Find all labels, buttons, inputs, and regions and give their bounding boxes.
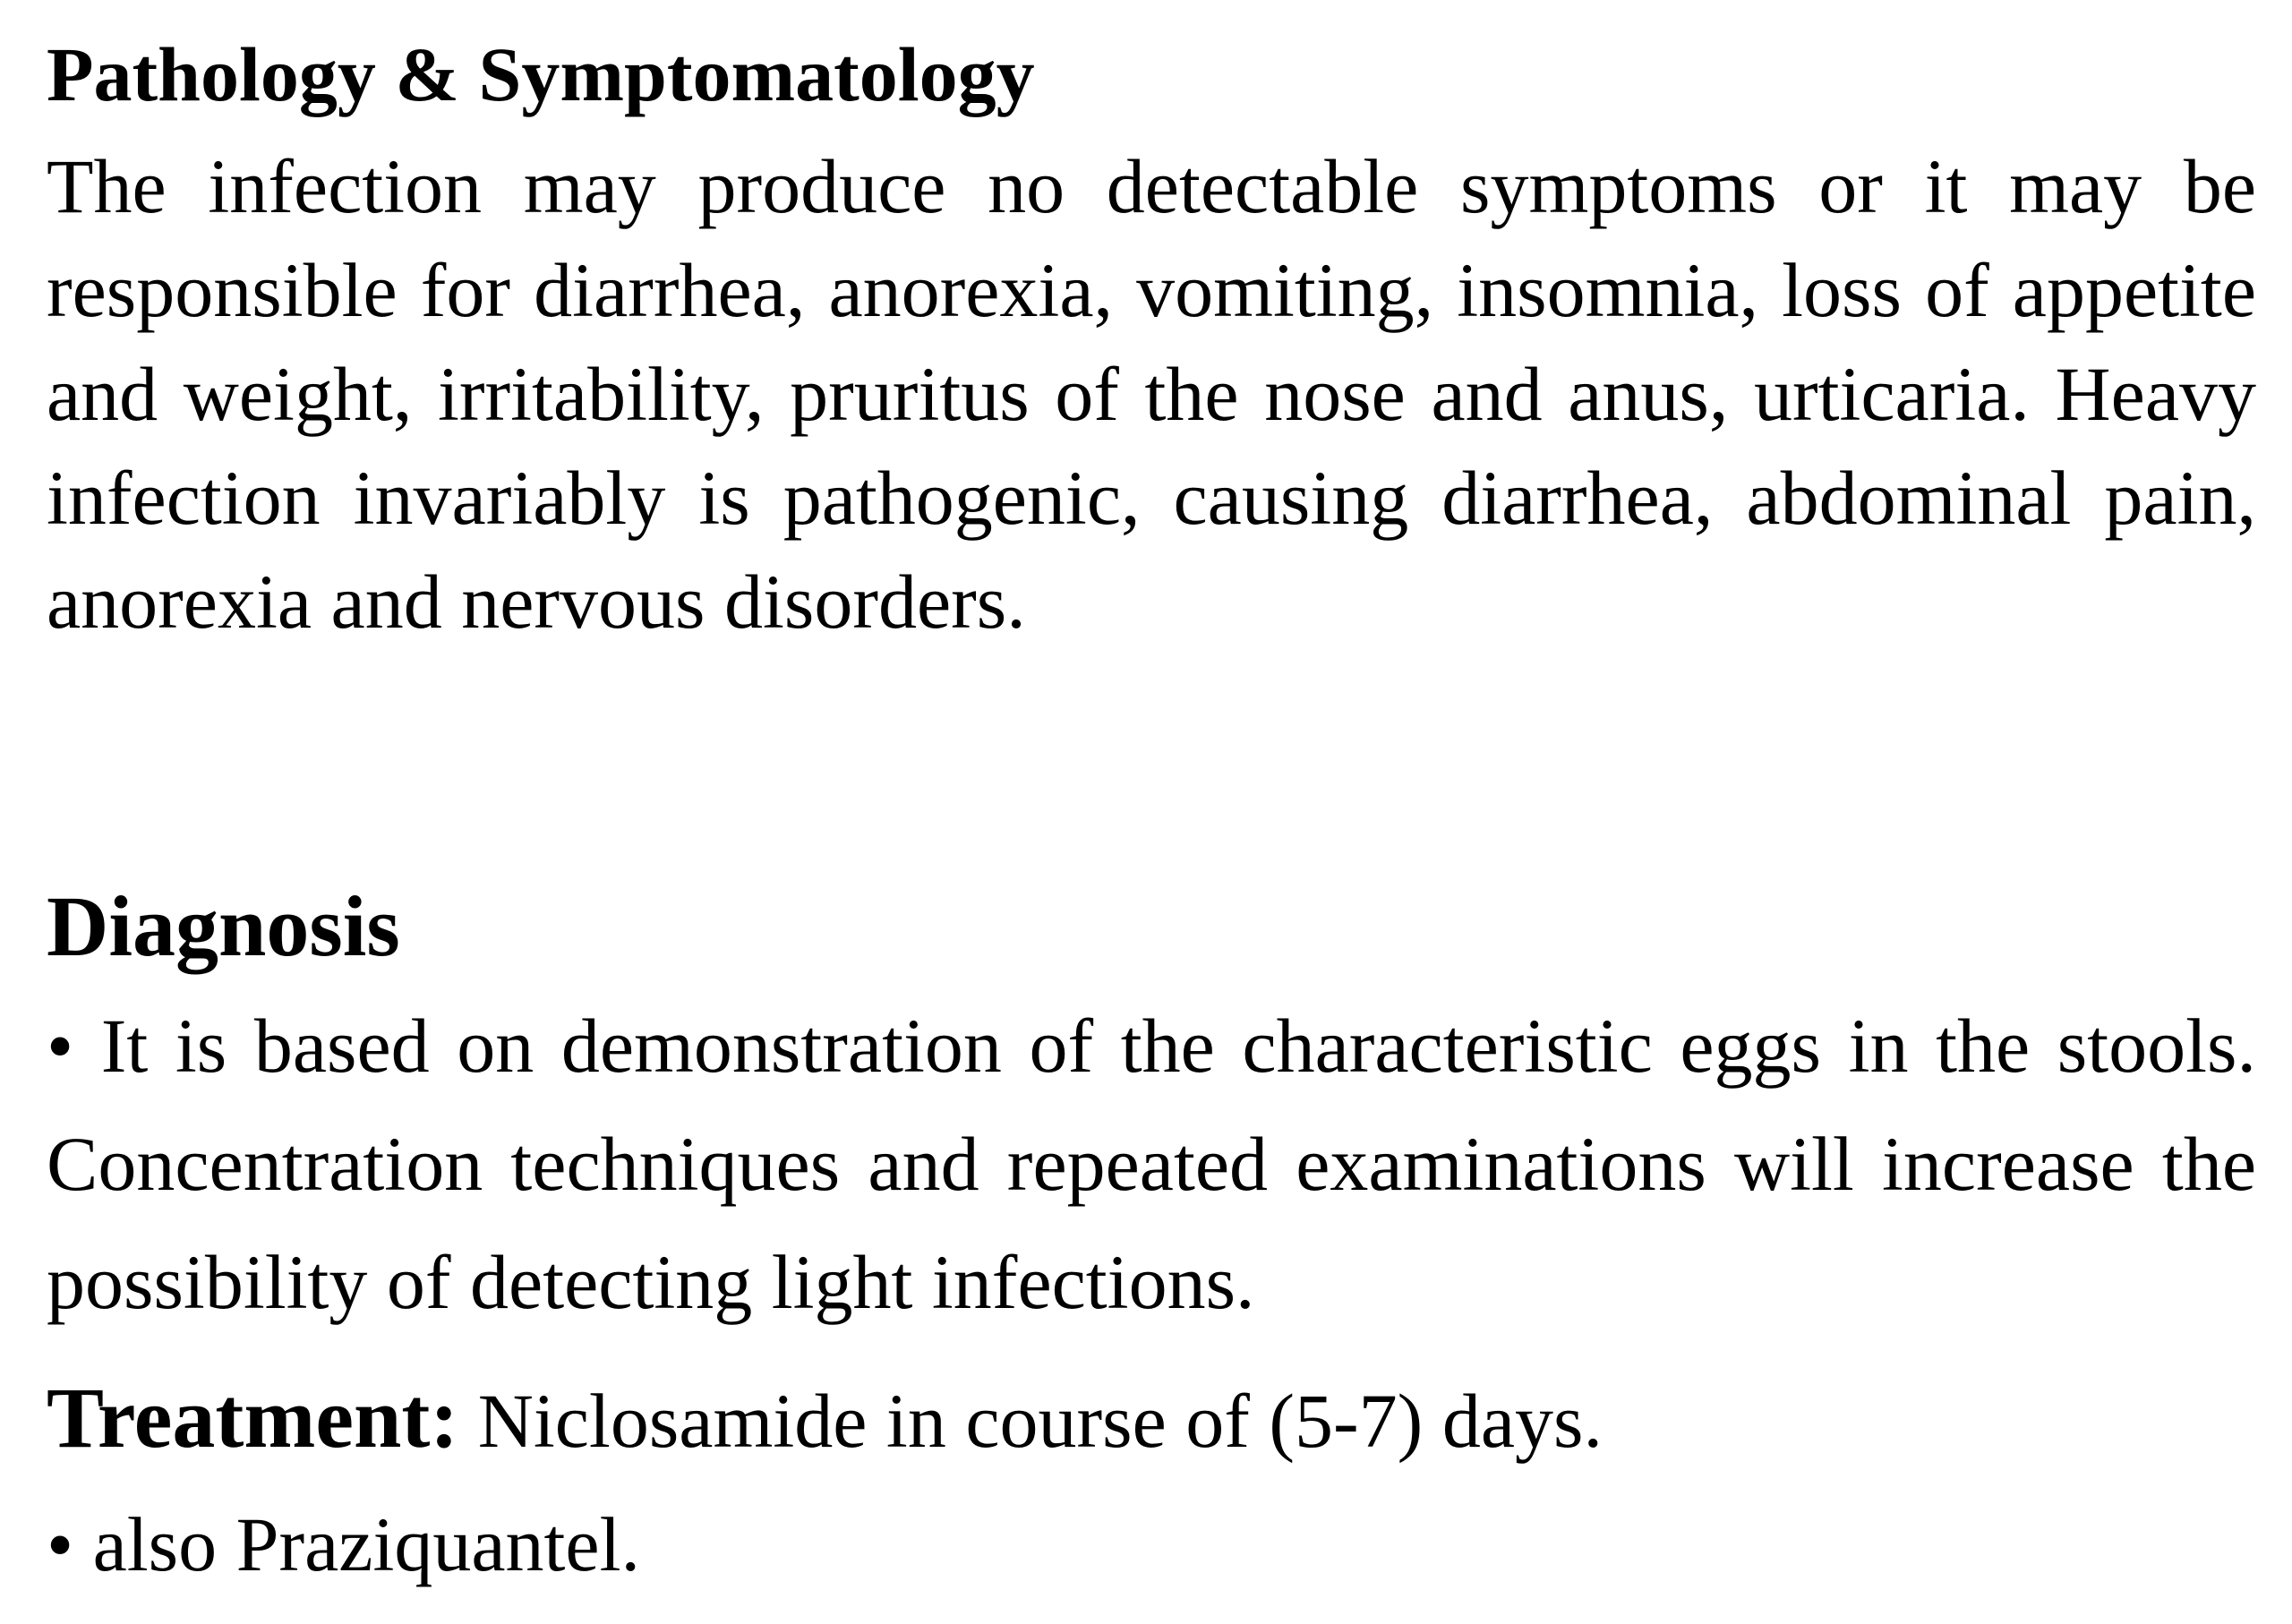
diagnosis-paragraph: • It is based on demonstration of the characteristic eggs in the stools. Concentration techniques and repeated examinations will increase the possibility of detecting light infections. (47, 1003, 2256, 1325)
treatment-text: Niclosamide in course of (5-7) days. (458, 1378, 1603, 1464)
section-heading-diagnosis: Diagnosis (47, 878, 400, 974)
pathology-paragraph: The infection may produce no detectable symptoms or it may be responsible for diarrhea, anorexia, vomiting, insomnia, loss of appetite and weight, irritability, pruritus of the nose and anus, urticaria. Heavy infection invariably is pathogenic, causing diarrhea, abdominal pain, anorexia and nervous disorders. (47, 143, 2256, 645)
treatment-bullet: • also Praziquantel. (47, 1501, 640, 1587)
treatment-line (47, 1364, 1603, 1474)
treatment-label: Treatment: (47, 1370, 459, 1466)
section-heading-pathology: Pathology & Symptomatology (47, 31, 1035, 117)
